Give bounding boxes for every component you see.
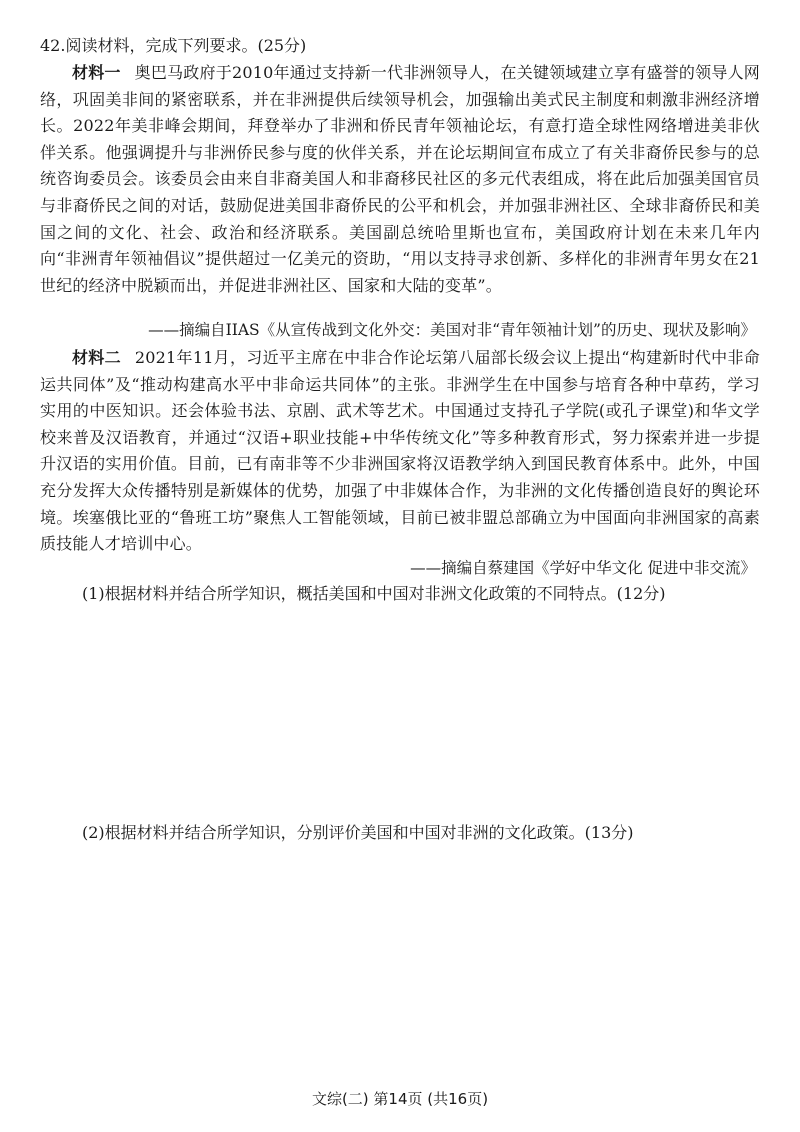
material-one-text: 奥巴马政府于2010年通过支持新一代非洲领导人，在关键领域建立享有盛誉的领导人网络，巩固美非间的紧密联系，并在非洲提供后续领导机会，加强输出美式民主制度和刺激非洲经济增长。2022年美非峰会期间，拜登举办了非洲和侨民青年领袖论坛，有意打造全球性网络增进美非伙伴关系。他强调提升与非洲侨民参与度的伙伴关系，并在论坛期间宣布成立了有关非裔侨民参与的总统咨询委员会。该委员会由来自非裔美国人和非裔移民社区的多元代表组成，将在此后加强美国官员与非裔侨民之间的对话，鼓励促进美国非裔侨民的公平和机会，并加强非洲社区、全球非裔侨民和美国之间的文化、社会、政治和经济联系。美国副总统哈里斯也宣布，美国政府计划在未来几年内向“非洲青年领袖倡议”提供超过一亿美元的资助，“用以支持寻求创新、多样化的非洲青年男女在21世纪的经济中脱颖而出，并促进非洲社区、国家和大陆的变革”。 [40, 63, 760, 295]
page-footer: 文综(二) 第14页 (共16页) [311, 1090, 489, 1108]
material-two-text: 2021年11月，习近平主席在中非合作论坛第八届部长级会议上提出“构建新时代中非命运共同体”及“推动构建高水平中非命运共同体”的主张。非洲学生在中国参与培育各种中草药，学习实用的中医知识。还会体验书法、京剧、武术等艺术。中国通过支持孔子学院(或孔子课堂)和华文学校来普及汉语教育，并通过“汉语+职业技能+中华传统文化”等多种教育形式，努力探索并进一步提升汉语的实用价值。目前，已有南非等不少非洲国家将汉语教学纳入到国民教育体系中。此外，中国充分发挥大众传播特别是新媒体的优势，加强了中非媒体合作，为非洲的文化传播创造良好的舆论环境。埃塞俄比亚的“鲁班工坊”聚焦人工智能领域，目前已被非盟总部确立为中国面向非洲国家的高素质技能人才培训中心。 [40, 348, 760, 554]
material-two [40, 345, 760, 558]
material-one-source: ——摘编自IIAS《从宣传战到文化外交：美国对非“青年领袖计划”的历史、现状及影响》 [148, 321, 756, 339]
material-two-label: 材料二 [72, 348, 121, 367]
material-two-source: ——摘编自蔡建国《学好中华文化 促进中非交流》 [410, 559, 756, 577]
question-heading: 42.阅读材料，完成下列要求。(25分) [40, 36, 307, 55]
sub-question-1: (1)根据材料并结合所学知识，概括美国和中国对非洲文化政策的不同特点。(12分) [82, 584, 666, 603]
material-one-label: 材料一 [72, 63, 121, 82]
material-one [40, 60, 760, 299]
sub-question-2: (2)根据材料并结合所学知识，分别评价美国和中国对非洲的文化政策。(13分) [82, 823, 634, 842]
